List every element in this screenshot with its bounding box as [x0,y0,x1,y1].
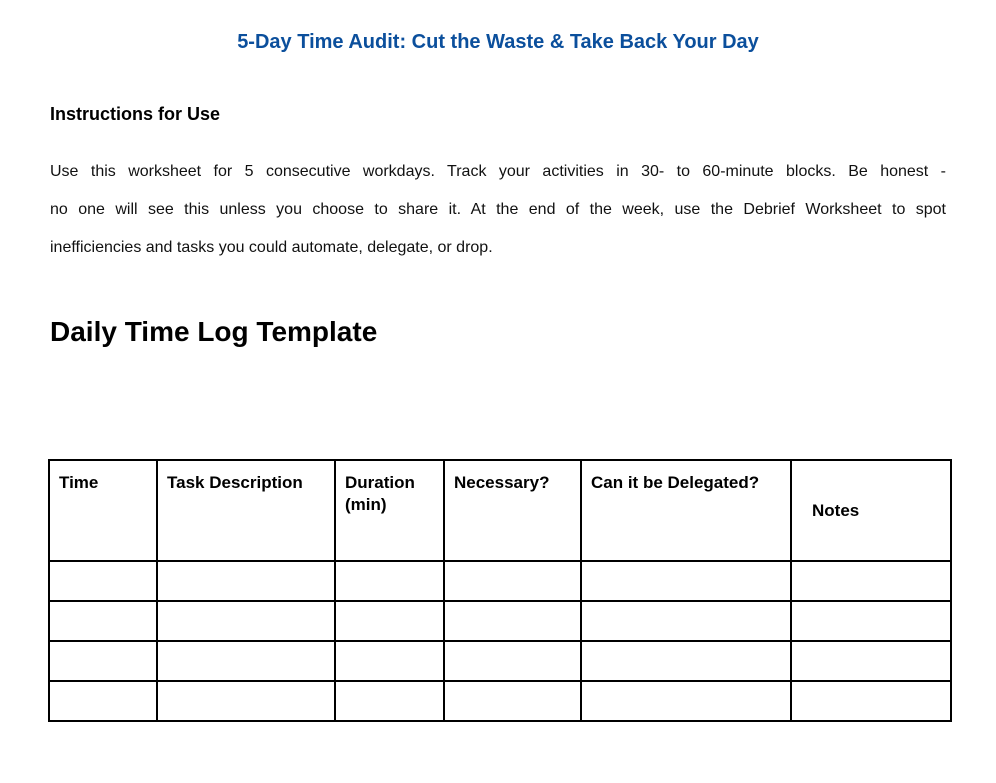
table-cell[interactable] [157,641,335,681]
instructions-line: no one will see this unless you choose to share it. At the end of the week, use the Debrief Worksheet to spot [50,201,946,218]
column-header-duration: Duration (min) [335,460,444,561]
table-cell[interactable] [791,601,951,641]
instructions-line: inefficiencies and tasks you could automate, delegate, or drop. [50,239,493,256]
table-cell[interactable] [444,601,581,641]
table-cell[interactable] [444,681,581,721]
table-cell[interactable] [335,641,444,681]
table-row [49,681,951,721]
table-cell[interactable] [49,681,157,721]
table-cell[interactable] [335,561,444,601]
time-log-table [48,459,952,722]
table-cell[interactable] [581,681,791,721]
table-cell[interactable] [335,601,444,641]
table-cell[interactable] [157,681,335,721]
table-cell[interactable] [49,601,157,641]
column-header-notes: Notes [791,460,951,561]
instructions-paragraph [50,153,946,267]
table-row [49,561,951,601]
template-title: Daily Time Log Template [50,316,378,347]
instructions-line: Use this worksheet for 5 consecutive workdays. Track your activities in 30- to 60-minute blocks. Be honest - [50,163,946,180]
instructions-heading: Instructions for Use [50,104,221,124]
table-cell[interactable] [157,561,335,601]
table-cell[interactable] [791,641,951,681]
table-cell[interactable] [581,641,791,681]
table-header-row [49,460,951,561]
table-row [49,641,951,681]
column-header-task-description: Task Description [157,460,335,561]
table-cell[interactable] [444,641,581,681]
table-cell[interactable] [581,601,791,641]
table-cell[interactable] [444,561,581,601]
table-cell[interactable] [49,641,157,681]
table-cell[interactable] [157,601,335,641]
table-cell[interactable] [335,681,444,721]
table-cell[interactable] [791,681,951,721]
document-title: 5-Day Time Audit: Cut the Waste & Take Back Your Day [237,31,759,53]
table-cell[interactable] [49,561,157,601]
column-header-time: Time [49,460,157,561]
column-header-necessary: Necessary? [444,460,581,561]
table-cell[interactable] [791,561,951,601]
table-row [49,601,951,641]
table-cell[interactable] [581,561,791,601]
column-header-delegated: Can it be Delegated? [581,460,791,561]
